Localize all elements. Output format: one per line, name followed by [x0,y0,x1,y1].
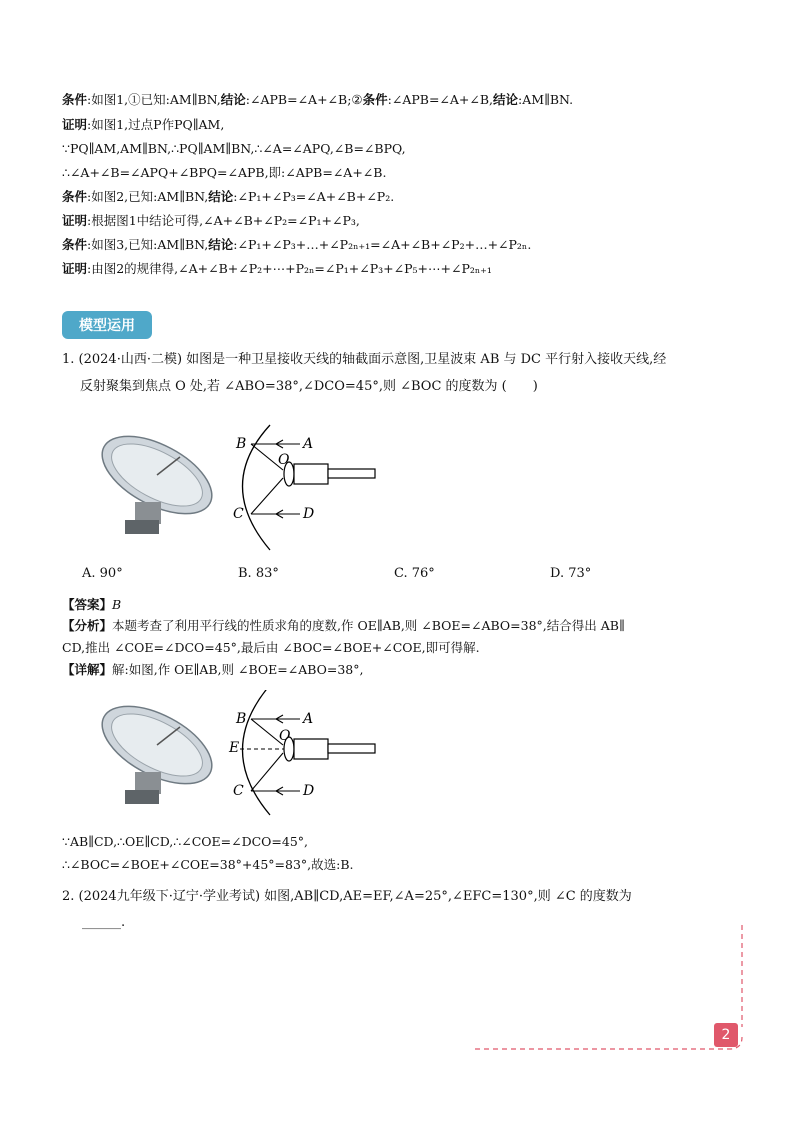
label-d: D [303,506,315,522]
model-line-3: ∵PQ∥AM,AM∥BN,∴PQ∥AM∥BN,∴∠A=∠APQ,∠B=∠BPQ, [62,141,406,156]
q2-line-1: 2. (2024九年级下·辽宁·学业考试) 如图,AB∥CD,AE=EF,∠A=25°,∠EFC=130°,则 ∠C 的度数为 [62,889,632,904]
label-conclusion: 结论 [220,92,246,107]
q1-line-2: 反射聚集到焦点 O 处,若 ∠ABO=38°,∠DCO=45°,则 ∠BOC 的度数为 ( ) [80,379,538,394]
label-d: D [303,783,315,799]
satellite-diagram-2 [95,690,395,825]
feed-horn [294,739,328,759]
dish-photo [95,690,224,804]
answer-value: B [112,597,122,612]
answer-tag: 【答案】 [62,597,113,612]
label-conclusion: 结论 [208,189,234,204]
text: :如图2,已知:AM∥BN, [87,189,209,204]
option-a[interactable]: A. 90° [82,566,123,581]
text: :AM∥BN. [518,92,574,107]
text: :∠APB=∠A+∠B;② [245,92,363,107]
model-line-2 [62,117,224,133]
label-condition: 条件 [362,92,388,107]
text: :∠P₁+∠P₃+…+∠P₂ₙ₊₁=∠A+∠B+∠P₂+…+∠P₂ₙ. [233,237,532,252]
detail-line-3: ∴∠BOC=∠BOE+∠COE=38°+45°=83°,故选:B. [62,857,354,872]
ray-co [251,478,283,514]
label-o: O [278,452,290,468]
option-d[interactable]: D. 73° [550,566,592,581]
model-line-1 [62,92,573,108]
text: :如图1,①已知:AM∥BN, [87,92,221,107]
label-condition: 条件 [62,189,88,204]
text: 解:如图,作 OE∥AB,则 ∠BOE=∠ABO=38°, [112,662,364,677]
model-line-4: ∴∠A+∠B=∠APQ+∠BPQ=∠APB,即:∠APB=∠A+∠B. [62,165,387,180]
text: 本题考查了利用平行线的性质求角的度数,作 OE∥AB,则 ∠BOE=∠ABO=38°,结合得出 AB∥ [112,618,625,633]
text: :∠P₁+∠P₃=∠A+∠B+∠P₂. [233,189,395,204]
option-b[interactable]: B. 83° [238,566,279,581]
detail-line-1 [62,662,364,678]
reflector-curve [243,690,271,815]
analysis-tag: 【分析】 [62,618,113,633]
option-c[interactable]: C. 76° [394,566,435,581]
label-c: C [233,783,244,799]
label-b: B [236,436,247,452]
label-b: B [236,711,247,727]
model-line-8 [62,261,492,277]
label-condition: 条件 [62,237,88,252]
label-o: O [279,728,291,744]
feed-horn [294,464,328,484]
q1-line-1: 1. (2024·山西·二模) 如图是一种卫星接收天线的轴截面示意图,卫星波束 AB 与 DC 平行射入接收天线,经 [62,352,667,367]
analysis-line-1 [62,618,625,634]
detail-tag: 【详解】 [62,662,113,677]
answer-line [62,597,121,613]
text: :根据图1中结论可得,∠A+∠B+∠P₂=∠P₁+∠P₃, [87,213,360,228]
text: :如图1,过点P作PQ∥AM, [87,117,225,132]
label-e: E [229,740,240,756]
feed-arm [328,744,375,753]
model-line-7 [62,237,531,253]
label-conclusion: 结论 [493,92,519,107]
section-badge: 模型运用 [62,311,152,339]
label-proof: 证明 [62,117,88,132]
detail-line-2: ∵AB∥CD,∴OE∥CD,∴∠COE=∠DCO=45°, [62,834,309,849]
label-conclusion: 结论 [208,237,234,252]
model-line-6 [62,213,360,229]
analysis-line-2: CD,推出 ∠COE=∠DCO=45°,最后由 ∠BOC=∠BOE+∠COE,即可得解. [62,640,480,655]
satellite-diagram-1 [95,420,395,555]
page-number: 2 [714,1023,738,1047]
label-a: A [303,436,314,452]
ray-co [251,753,283,791]
dish-photo [95,420,224,534]
feed-arm [328,469,375,478]
model-line-5 [62,189,394,205]
text: :如图3,已知:AM∥BN, [87,237,209,252]
label-c: C [233,506,244,522]
label-a: A [303,711,314,727]
text: :∠APB=∠A+∠B, [387,92,494,107]
label-proof: 证明 [62,213,88,228]
label-condition: 条件 [62,92,88,107]
q2-line-2: ______. [82,915,126,930]
text: :由图2的规律得,∠A+∠B+∠P₂+⋯+P₂ₙ=∠P₁+∠P₃+∠P₅+⋯+∠P₂ₙ₊₁ [87,261,492,276]
label-proof: 证明 [62,261,88,276]
